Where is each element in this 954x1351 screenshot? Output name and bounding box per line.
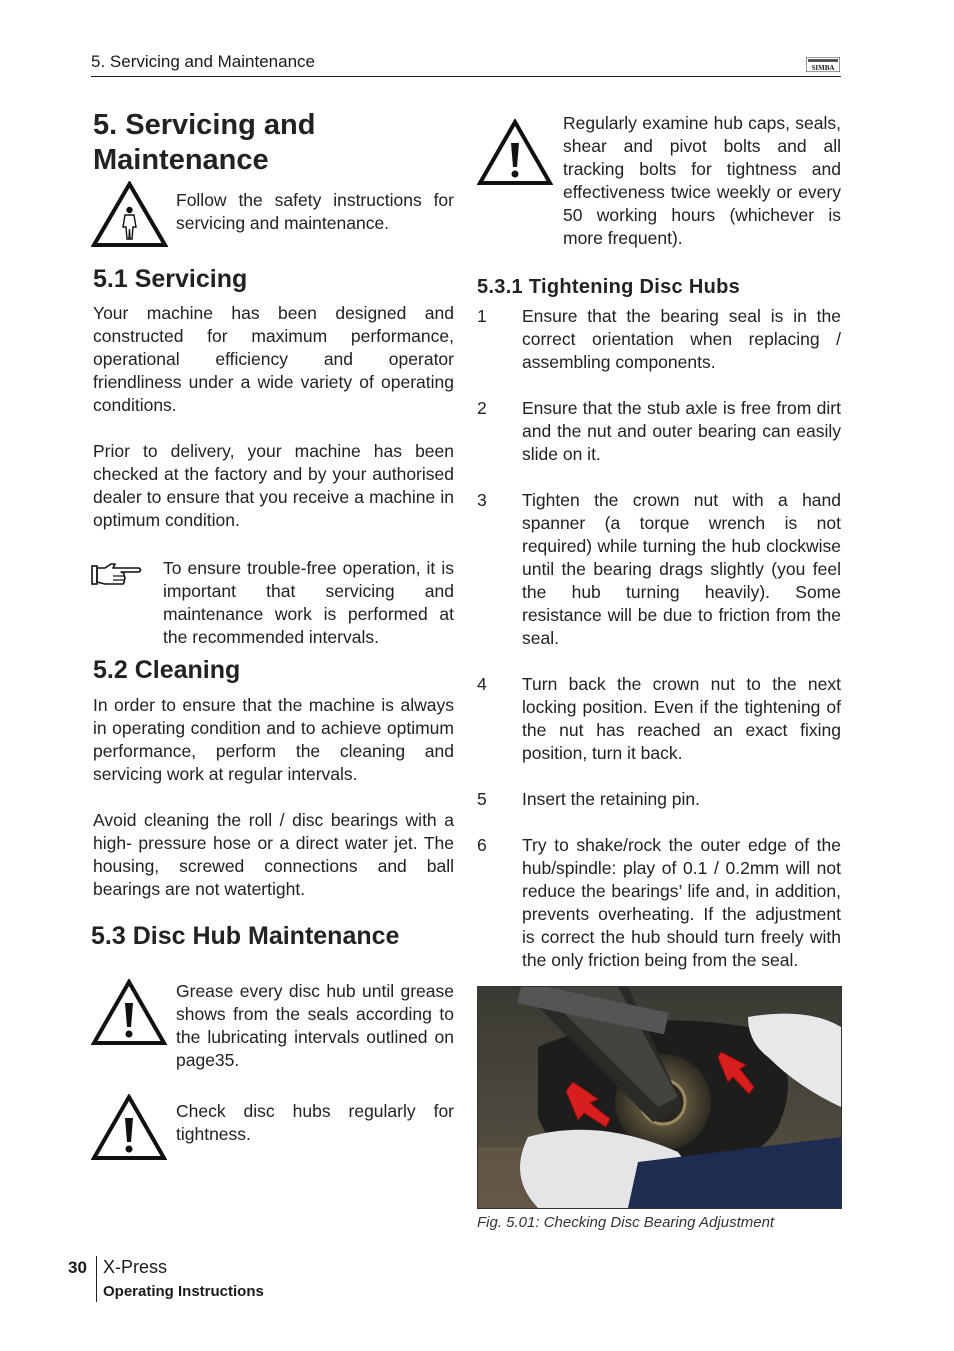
step-number: 1 [477, 306, 487, 326]
cleaning-paragraph-2: Avoid cleaning the roll / disc bearings with a high- pressure hose or a direct water jet. The housing, screwed connections and ball bearings are not watertight. [93, 810, 454, 899]
step-text: Try to shake/rock the outer edge of the hub/spindle: play of 0.1 / 0.2mm will not reduce the bearings’ life and, in addition, prevents overheating. If the adjustment is correct the hub should turn freely with the only friction being from the seal. [522, 835, 841, 970]
hub-inspection-warning-text: Regularly examine hub caps, seals, shear and pivot bolts and all tracking bolts for tightness and effectiveness twice weekly or every 50 working hours (whichever is more frequent). [563, 113, 841, 248]
list-item [477, 305, 841, 374]
running-header: 5. Servicing and Maintenance [91, 52, 315, 71]
servicing-text [93, 302, 454, 532]
page-number: 30 [68, 1258, 87, 1277]
page-title [93, 108, 315, 178]
grease-warning-text: Grease every disc hub until grease shows from the seals according to the lubricating intervals outlined on page35. [176, 981, 454, 1070]
servicing-paragraph-1: Your machine has been designed and constructed for maximum performance, operational efficiency and operator friendliness under a wide variety of operating conditions. [93, 303, 454, 415]
heading-5-3: 5.3 Disc Hub Maintenance [91, 922, 400, 950]
servicing-paragraph-2: Prior to delivery, your machine has been checked at the factory and by your authorised dealer to ensure that you receive a machine in optimum condition. [93, 441, 454, 530]
tightening-steps-list [477, 305, 841, 995]
page-title-line1: 5. Servicing and [93, 109, 316, 141]
step-number: 4 [477, 674, 487, 694]
heading-5-2: 5.2 Cleaning [93, 656, 241, 684]
servicing-note-text: To ensure trouble-free operation, it is important that servicing and maintenance work is performed at the recommended intervals. [163, 558, 454, 647]
step-text: Tighten the crown nut with a hand spanner (a torque wrench is not required) while turning the hub clockwise until the bearing drags slightly (you feel the hub turning heavily). Some resistance will be due to friction from the seal. [522, 490, 841, 648]
footer-divider [96, 1256, 97, 1302]
footer-product-name: X-Press [103, 1257, 168, 1277]
list-item [477, 788, 841, 811]
figure-caption: Fig. 5.01: Checking Disc Bearing Adjustment [477, 1214, 775, 1231]
step-number: 5 [477, 789, 487, 809]
step-text: Ensure that the stub axle is free from dirt and the nut and outer bearing can easily slide on it. [522, 398, 841, 464]
list-item [477, 489, 841, 650]
heading-5-1: 5.1 Servicing [93, 265, 248, 293]
page-title-line2: Maintenance [93, 144, 269, 176]
safety-person-warning-icon [91, 181, 168, 248]
list-item [477, 397, 841, 466]
pointing-hand-note-icon [91, 562, 143, 588]
step-number: 2 [477, 398, 487, 418]
step-text: Insert the retaining pin. [522, 789, 701, 809]
step-text: Turn back the crown nut to the next locking position. Even if the tightening of the nut has reached an exact fixing position, turn it back. [522, 674, 841, 763]
warning-exclamation-icon [477, 119, 553, 186]
logo-text: SIMBA [811, 64, 835, 72]
disc-bearing-photo [477, 986, 842, 1209]
step-number: 3 [477, 490, 487, 510]
step-text: Ensure that the bearing seal is in the correct orientation when replacing / assembling components. [522, 306, 841, 372]
step-number: 6 [477, 835, 487, 855]
footer-document-type: Operating Instructions [103, 1283, 264, 1300]
cleaning-text [93, 694, 454, 901]
header-rule [91, 76, 841, 77]
simba-logo [806, 57, 840, 72]
safety-intro-text: Follow the safety instructions for servicing and maintenance. [176, 190, 454, 233]
check-hubs-text: Check disc hubs regularly for tightness. [176, 1101, 454, 1144]
warning-exclamation-icon [91, 979, 167, 1046]
warning-exclamation-icon [91, 1094, 167, 1161]
heading-5-3-1: 5.3.1 Tightening Disc Hubs [477, 276, 741, 298]
cleaning-paragraph-1: In order to ensure that the machine is always in operating condition and to achieve optimum performance, perform the cleaning and servicing work at regular intervals. [93, 695, 454, 784]
list-item [477, 673, 841, 765]
list-item [477, 834, 841, 972]
